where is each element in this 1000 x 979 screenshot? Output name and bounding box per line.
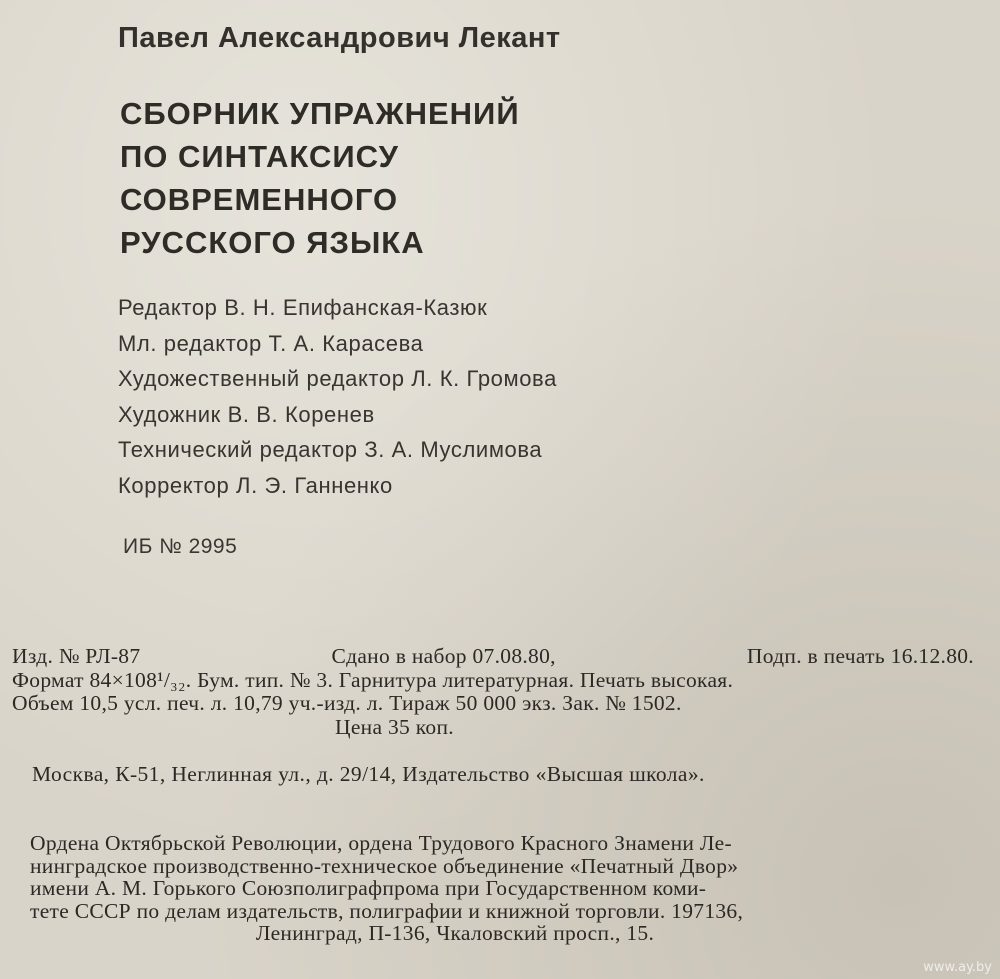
volume-line: Объем 10,5 усл. печ. л. 10,79 уч.-изд. л. Тираж 50 000 экз. Зак. № 1502.: [12, 691, 682, 715]
publication-number: Изд. № РЛ-87: [12, 644, 141, 668]
title-line: РУССКОГО ЯЗЫКА: [120, 225, 425, 260]
staff-credit: Художественный редактор Л. К. Громова: [118, 366, 557, 391]
ib-number: ИБ № 2995: [123, 535, 238, 558]
site-watermark: www.ay.by: [923, 960, 992, 975]
title-line: СОВРЕМЕННОГО: [120, 182, 399, 217]
staff-credit: Технический редактор З. А. Муслимова: [118, 437, 543, 462]
printer-line: Ленинград, П-136, Чкаловский просп., 15.: [255, 921, 655, 945]
printer-line: нинградское производственно-техническое объединение «Печатный Двор»: [30, 853, 739, 878]
author-name: Павел Александрович Лекант: [118, 22, 561, 54]
print-details-line: [12, 645, 974, 669]
price: Цена 35 коп.: [335, 714, 454, 739]
book-title: [120, 92, 520, 264]
print-details: [12, 645, 987, 739]
editorial-staff-list: [118, 290, 557, 503]
printer-info: [30, 832, 980, 945]
staff-credit: Корректор Л. Э. Ганненко: [118, 472, 393, 498]
staff-credit: Мл. редактор Т. А. Карасева: [118, 330, 424, 356]
printer-line: имени А. М. Горького Союзполиграфпрома при Государственном коми-: [30, 876, 707, 900]
printer-line: Ордена Октябрьской Революции, ордена Трудового Красного Знамени Ле-: [30, 831, 732, 855]
title-line: СБОРНИК УПРАЖНЕНИЙ: [120, 96, 520, 131]
publisher-address: Москва, К-51, Неглинная ул., д. 29/14, Издательство «Высшая школа».: [32, 762, 705, 786]
staff-credit: Редактор В. Н. Епифанская-Казюк: [118, 295, 488, 320]
format-line: Формат 84×108¹/₃₂. Бум. тип. № 3. Гарнитура литературная. Печать высокая.: [12, 667, 734, 692]
print-sign-date: Подп. в печать 16.12.80.: [746, 644, 974, 668]
staff-credit: Художник В. В. Коренев: [118, 401, 375, 427]
printer-line: тете СССР по делам издательств, полиграфии и книжной торговли. 197136,: [30, 898, 744, 923]
typeset-date: Сдано в набор 07.08.80,: [331, 644, 556, 668]
title-line: ПО СИНТАКСИСУ: [120, 139, 399, 174]
